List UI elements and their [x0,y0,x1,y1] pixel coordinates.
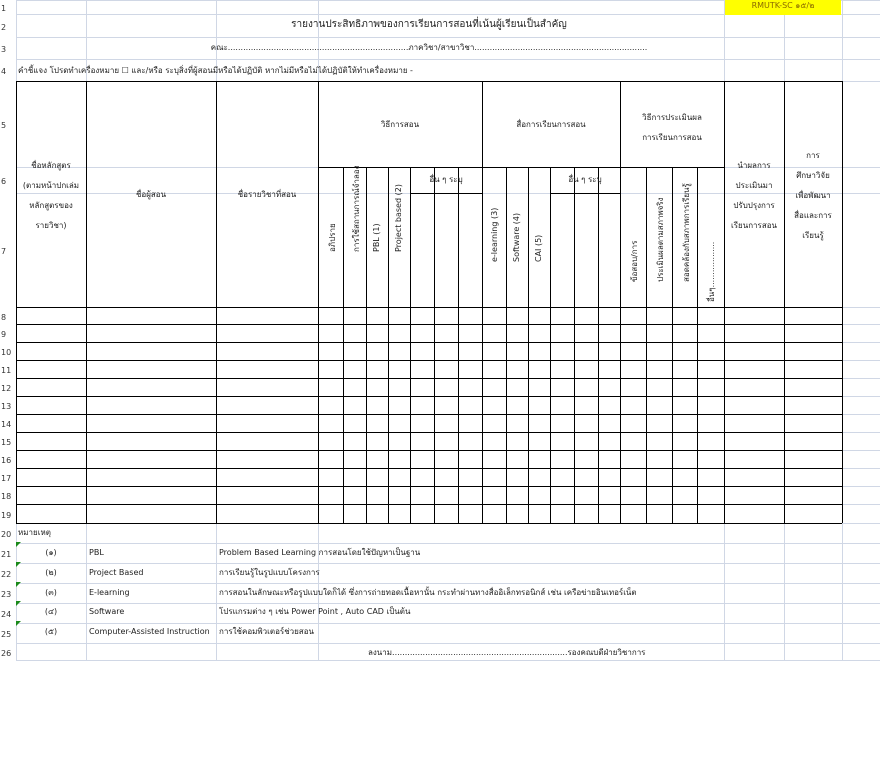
header-line: รายวิชา) [35,221,67,230]
header-line: ศึกษาวิจัย [796,171,830,180]
table-line [506,167,507,523]
column-subheader: สอดคล้องกับสภาพการเรียนรู้ [682,183,691,282]
page-title: รายงานประสิทธิภาพของการเรียนการสอนที่เน้นผู้เรียนเป็นสำคัญ [291,19,567,30]
header-research [784,146,842,246]
notes-label: หมายเหตุ [18,528,51,537]
column-subheader: e-learning (3) [490,207,499,262]
table-line [550,167,551,523]
note-term: Project Based [89,568,144,577]
header-line: เรียนการสอน [731,221,777,230]
table-line [16,81,17,523]
comment-indicator-icon[interactable] [16,621,21,626]
table-line [343,167,344,523]
row-number[interactable]: 12 [1,384,12,393]
grid-row-line [16,543,880,544]
comment-indicator-icon[interactable] [16,542,21,547]
table-line [216,81,217,523]
table-line [598,167,599,523]
note-number: (๓) [45,588,57,597]
header-media: สื่อการเรียนการสอน [516,120,586,129]
comment-indicator-icon[interactable] [16,601,21,606]
table-line [458,167,459,523]
row-number[interactable]: 21 [1,550,12,559]
table-line [16,342,842,343]
table-line [16,378,842,379]
row-number[interactable]: 17 [1,474,12,483]
comment-indicator-icon[interactable] [16,582,21,587]
column-subheader: ข้อสอบ/การ [630,240,639,282]
table-line [16,307,842,308]
note-description: การสอนในลักษณะหรือรูปแบบใดก็ได้ ซึ่งการถ่ายทอดเนื้อหานั้น กระทำผ่านทางสื่ออิเล็กทรอนิกส์ เช่น เครือข่ายอินเทอร์เน็ต [219,588,637,597]
table-line [86,81,87,523]
row-number[interactable]: 24 [1,610,12,619]
header-line: นำผลการ [737,161,771,170]
signature-line: ลงนาม.....................................................................รองคณบดีฝ่ายวิชาการ [368,648,646,657]
table-line [366,167,367,523]
row-number[interactable]: 6 [1,177,7,186]
header-line: วิธีการประเมินผล [642,113,702,122]
table-line [16,523,842,524]
header-line: เพื่อพัฒนา [795,191,831,200]
row-number[interactable]: 20 [1,530,12,539]
table-line [672,167,673,523]
table-line [482,81,483,523]
row-number[interactable]: 7 [1,247,7,256]
row-header[interactable] [0,0,17,660]
row-number[interactable]: 3 [1,45,7,54]
row-number[interactable]: 18 [1,492,12,501]
table-line [16,468,842,469]
header-line: ประเมินมา [735,181,773,190]
header-line: ปรับปรุงการ [733,201,775,210]
row-number[interactable]: 25 [1,630,12,639]
row-number[interactable]: 2 [1,22,7,32]
row-number[interactable]: 10 [1,348,12,357]
header-evaluation [620,108,724,148]
note-number: (๑) [45,548,57,557]
table-line [16,360,842,361]
table-line [16,396,842,397]
table-line [697,167,698,523]
note-description: โปรแกรมต่าง ๆ เช่น Power Point , Auto CAD เป็นต้น [219,607,411,616]
table-line [16,81,842,82]
table-line [646,167,647,523]
table-line [410,167,411,523]
column-subheader: ประเมินผลตามสภาพจริง [656,197,665,282]
table-line [318,167,724,168]
header-improvement [724,156,784,236]
comment-indicator-icon[interactable] [16,562,21,567]
grid-row-line [16,660,880,661]
grid-row-line [16,59,880,60]
table-line [388,167,389,523]
row-number[interactable]: 4 [1,67,7,76]
header-others-methods: อื่น ๆ ระบุ [429,175,463,184]
row-number[interactable]: 23 [1,590,12,599]
table-line [434,167,435,523]
row-number[interactable]: 19 [1,510,12,520]
form-code-badge: RMUTK-SC ๑๕/๒ [725,0,841,15]
header-line: สื่อและการ [794,211,832,220]
table-line [16,414,842,415]
header-line: (ตามหน้าปกเล่ม [22,181,80,190]
header-line: หลักสูตรของ [29,201,73,210]
table-line [724,81,725,523]
column-subheader: CAI (5) [534,234,543,262]
table-line [410,193,482,194]
note-number: (๕) [44,627,58,636]
note-term: Software [89,607,125,616]
table-line [574,167,575,523]
header-others-media: อื่น ๆ ระบุ [568,175,602,184]
faculty-line: คณะ.......................................................................ภาควิชา/สาขาวิชา.................................................................... [210,43,648,52]
grid-row-line [16,643,880,644]
note-term: E-learning [89,588,130,597]
table-line [842,81,843,523]
header-subject: ชื่อรายวิชาที่สอน [237,190,297,199]
grid-row-line [16,37,880,38]
table-line [318,81,319,523]
note-term: PBL [89,548,104,557]
row-number[interactable]: 5 [1,121,7,130]
row-number[interactable]: 13 [1,402,12,411]
row-number[interactable]: 9 [1,330,7,339]
table-line [528,167,529,523]
table-line [16,432,842,433]
note-description: การใช้คอมพิวเตอร์ช่วยสอน [219,627,314,636]
header-line: เรียนรู้ [802,231,824,240]
column-subheader: PBL (1) [372,223,381,252]
note-number: (๒) [45,568,57,577]
grid-row-line [16,623,880,624]
note-description: การเรียนรู้ในรูปแบบโครงการ [219,568,320,577]
table-line [550,193,620,194]
column-subheader: อภิปราย [328,223,337,252]
row-number[interactable]: 14 [1,420,12,429]
table-line [16,504,842,505]
header-line: ชื่อหลักสูตร [31,161,71,170]
header-line: การ [806,151,820,160]
header-teaching-methods: วิธีการสอน [380,120,420,129]
grid-row-line [16,563,880,564]
row-number[interactable]: 26 [1,648,12,658]
header-teacher: ชื่อผู้สอน [135,190,167,199]
row-number[interactable]: 1 [1,4,7,13]
table-line [16,324,842,325]
column-subheader: อื่นๆ.................. [707,241,716,302]
row-number[interactable]: 16 [1,456,12,465]
header-line: การเรียนการสอน [642,133,702,142]
table-line [16,450,842,451]
header-course-code [16,156,86,236]
note-description: Problem Based Learning การสอนโดยใช้ปัญหาเป็นฐาน [219,548,421,557]
column-subheader: การใช้สถานการณ์จำลอง [352,165,361,252]
instruction-text: คำชี้แจง โปรดทำเครื่องหมาย ☐ และ/หรือ ระบุสิ่งที่ผู้สอนมีหรือได้ปฏิบัติ หากไม่มีหรือไม่ได้ปฏิบัติให้ทำเครื่องหมาย - [18,66,413,75]
row-number[interactable]: 15 [1,438,12,447]
column-subheader: Project based (2) [394,184,403,252]
row-number[interactable]: 8 [1,312,7,322]
row-number[interactable]: 22 [1,570,12,579]
row-number[interactable]: 11 [1,366,12,375]
grid-row-line [16,583,880,584]
note-term: Computer-Assisted Instruction [89,627,210,636]
column-subheader: Software (4) [512,212,521,262]
note-number: (๔) [44,607,58,616]
table-line [16,486,842,487]
grid-row-line [16,603,880,604]
